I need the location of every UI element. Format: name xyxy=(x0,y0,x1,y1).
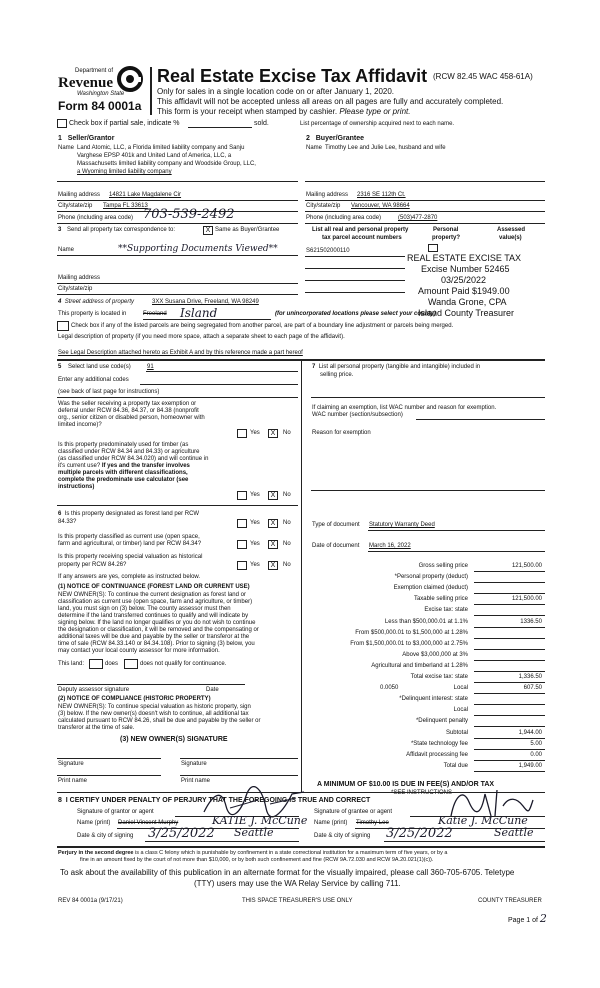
notice2-line1: NEW OWNER(S): To continue special valuation as historic property, sign xyxy=(58,704,251,710)
grantee-date-label: Date & city of signing xyxy=(314,833,371,839)
tax-row-label: Total excise tax: state xyxy=(410,674,468,680)
buyer-mailing-label: Mailing address xyxy=(306,192,349,198)
tax-row-value: 1,336.50 xyxy=(518,674,542,680)
seller-name-2: Varghese EPSP 401k and United Land of America, LLC, a xyxy=(77,153,232,159)
q2-line3: (as classified under RCW 84.34.020) and will continue in xyxy=(58,456,209,462)
grantor-date-value: 3/25/2022 xyxy=(148,826,215,841)
tax-row-label: Total due xyxy=(443,763,468,769)
land-use-value: 91 xyxy=(147,364,154,370)
section3-city-label: City/state/zip xyxy=(58,286,93,292)
rev-number: REV 84 0001a (9/17/21) xyxy=(58,898,123,904)
land-does-not-checkbox[interactable] xyxy=(124,659,138,669)
segregated-checkbox[interactable] xyxy=(57,321,69,331)
seller-name-4: a Wyoming limited liability company xyxy=(77,169,172,175)
tax-row-rule xyxy=(474,638,545,639)
notice1-heading: (1) NOTICE OF CONTINUANCE (FOREST LAND OR CURRENT USE) xyxy=(58,584,250,590)
same-as-buyer-checkbox[interactable]: X xyxy=(203,226,213,235)
dept-logo-text: Revenue xyxy=(58,75,113,91)
notice1-line3: land, you must sign on (3) below. The county assessor must then xyxy=(58,606,231,612)
grantee-date-value: 3/25/2022 xyxy=(386,826,453,841)
exemption-line1: If claiming an exemption, list WAC number and reason for exemption. xyxy=(312,405,497,411)
parcel-rule-1 xyxy=(305,256,405,257)
grantee-date-rule xyxy=(384,841,545,842)
land-use-label: 5 Select land use code(s) xyxy=(58,364,131,370)
see-back-rule xyxy=(57,397,298,398)
s6-q3-yes-checkbox[interactable] xyxy=(237,561,247,570)
tax-row-rule xyxy=(474,726,545,727)
legal-value: See Legal Description attached hereto as Exhibit A and by this reference made a part hereof xyxy=(58,350,303,356)
doc-date-label: Date of document xyxy=(312,543,360,549)
sig-grantor-label: Signature of grantor or agent xyxy=(77,809,154,815)
s6-q2b: farm and agricultural, or timber) land per RCW 84.34? xyxy=(58,541,202,547)
tax-row-rule xyxy=(474,771,545,772)
section3-name-label: Name xyxy=(58,247,75,253)
s6-q3b: property per RCW 84.26? xyxy=(58,562,127,568)
grantee-name-hand: Katie J. McCune xyxy=(438,814,528,827)
notice1-line1: NEW OWNER(S): To continue the current designation as forest land or xyxy=(58,592,246,598)
located-note: (for unincorporated locations please select your county) xyxy=(275,311,436,317)
tax-row-rule xyxy=(474,704,545,705)
q2-bold2: multiple parcels with different classifications, xyxy=(58,470,188,476)
section3-num: 3 xyxy=(58,227,62,233)
stamp-line2: Excise Number 52465 xyxy=(421,264,510,274)
page-number: Page 1 of 2 xyxy=(508,912,547,925)
seller-city-label: City/state/zip xyxy=(58,203,93,209)
q1-yes-checkbox[interactable] xyxy=(237,429,247,438)
footer-top-rule xyxy=(57,846,545,848)
tax-row-label: Affidavit processing fee xyxy=(406,752,468,758)
located-rule xyxy=(143,319,271,320)
tax-row-label: From $500,000.01 to $1,500,000 at 1.28% xyxy=(355,630,468,636)
buyer-heading: 2 Buyer/Grantee xyxy=(306,135,364,142)
tax-row-value: 121,500.00 xyxy=(511,563,542,569)
tax-row-label: *Personal property (deduct) xyxy=(394,574,468,580)
s6-q3a: Is this property receiving special valuation as historical xyxy=(58,554,203,560)
stamp-line6: Island County Treasurer xyxy=(418,308,515,318)
q2-yes-checkbox[interactable] xyxy=(237,491,247,500)
notice1-line4: determine if the land transferred continues to qualify and will indicate by xyxy=(58,613,249,619)
perjury-line1: Perjury in the second degree is a class C felony which is punishable by confinement in a state correctional institution for a maximum term of five years, or by a xyxy=(58,850,448,856)
doc-date-rule xyxy=(368,551,545,552)
buyer-city-rule xyxy=(305,211,545,212)
tax-row-label: Less than $500,000.01 at 1.1% xyxy=(384,619,468,625)
tax-row-label: Taxable selling price xyxy=(413,596,468,602)
personal-property-rule xyxy=(311,397,545,398)
tax-row-rule xyxy=(474,738,545,739)
parcels-col3: Assessed xyxy=(497,227,526,233)
owner-sig-label-2: Signature xyxy=(181,761,207,767)
notice1-line8: time of sale (RCW 84.33.140 or 84.34.108). Prior to signing (3) below, you xyxy=(58,641,255,647)
doc-type-rule xyxy=(368,530,545,531)
tax-row-label: *State technology fee xyxy=(410,741,468,747)
tax-row-value: 1336.50 xyxy=(520,619,542,625)
notice2-line3: calculated pursuant to RCW 84.26, shall be due and payable by the seller or xyxy=(58,718,261,724)
land-does-checkbox[interactable] xyxy=(89,659,103,669)
parcels-col1b: tax parcel account numbers xyxy=(322,235,402,241)
parcels-col1: List all real and personal property xyxy=(312,227,409,233)
buyer-city-value: Vancouver, WA 98664 xyxy=(351,203,410,209)
grantor-name-typed: Daniel Vincent Murphy xyxy=(118,820,179,826)
tax-row-rule xyxy=(474,760,545,761)
s6-q3-yes-label: Yes xyxy=(250,562,260,568)
local-rate: 0.0050 xyxy=(380,685,399,691)
seller-mailing-label: Mailing address xyxy=(58,192,101,198)
parcels-col2b: property? xyxy=(432,235,461,241)
parcels-col3b: value(s) xyxy=(499,235,522,241)
tax-row-rule xyxy=(474,627,545,628)
section7-line1: 7 List all personal property (tangible and intangible) included in xyxy=(312,364,481,370)
see-back-note: (see back of last page for instructions) xyxy=(58,389,160,395)
dept-line1: Department of xyxy=(75,68,114,74)
this-land-label: This land: xyxy=(58,661,85,667)
perjury-line2: fine in an amount fixed by the court of not more than $10,000, or by both such confinement and fine (RCW 9A.72.030 and RCW 9A.20.021(1)(c)). xyxy=(80,857,434,863)
tax-row-value: 121,500.00 xyxy=(511,596,542,602)
q1-line1: Was the seller receiving a property tax exemption or xyxy=(58,401,197,407)
stamp-line5: Wanda Grone, CPA xyxy=(428,297,507,307)
q1-no-checkbox[interactable]: X xyxy=(268,429,278,438)
q2-yes-label: Yes xyxy=(250,492,260,498)
partial-sale-label: Check box if partial sale, indicate % xyxy=(69,120,180,127)
q2-bold3: complete the predominate use calculator (see xyxy=(58,477,189,483)
seller-city-value: Tampa FL 33613 xyxy=(103,203,148,209)
buyer-name-label: Name xyxy=(306,145,323,151)
buyer-phone-label: Phone (including area code) xyxy=(306,215,382,221)
tax-row-value: 0.00 xyxy=(530,752,542,758)
if-any-yes: If any answers are yes, complete as instructed below. xyxy=(58,574,201,580)
s6-q1-no-checkbox[interactable]: X xyxy=(268,519,278,528)
land-does-label: does xyxy=(105,661,119,667)
section3-label: Send all property tax correspondence to: xyxy=(67,227,176,233)
grantor-city-value: Seattle xyxy=(234,826,274,839)
s6-q2-yes-checkbox[interactable] xyxy=(237,540,247,549)
s6-q2-no-checkbox[interactable]: X xyxy=(268,540,278,549)
deputy-sig-label: Deputy assessor signature xyxy=(58,687,130,693)
section7-line2: selling price. xyxy=(320,372,354,378)
owner-sig-rule-2 xyxy=(180,758,298,759)
sig-grantee-label: Signature of grantee or agent xyxy=(314,809,393,815)
tax-row-rule xyxy=(474,593,545,594)
s6-q1-no-label: No xyxy=(283,520,291,526)
seller-heading: 1 Seller/Grantor xyxy=(58,135,115,142)
s6-q3-no-checkbox[interactable]: X xyxy=(268,561,278,570)
notice1-line7: additional taxes will be due and payable by the seller or transferor at the xyxy=(58,634,250,640)
header-divider xyxy=(150,67,152,115)
parcel-rule-3 xyxy=(305,280,405,281)
parcels-col2: Personal xyxy=(433,227,459,233)
tax-row-value: 1,944.00 xyxy=(518,730,542,736)
tax-row-label: From $1,500,000.01 to $3,000,000 at 2.75% xyxy=(350,641,468,647)
tax-row-rule xyxy=(474,571,545,572)
header-line3: This form is your receipt when stamped by cashier. Please type or print. xyxy=(157,107,411,116)
same-as-buyer-label: Same as Buyer/Grantee xyxy=(215,227,280,233)
seller-name-1: Land Atomic, LLC, a Florida limited liability company and Sanju xyxy=(77,145,245,151)
s6-q1a: 6 Is this property designated as forest land per RCW xyxy=(58,511,200,517)
form-rcw: (RCW 82.45 WAC 458-61A) xyxy=(433,72,533,81)
tax-row-rule xyxy=(474,693,545,694)
q2-line4: it's current use? If yes and the transfer involves xyxy=(58,463,190,469)
street-value: 3XX Susana Drive, Freeland, WA 98249 xyxy=(152,299,259,305)
tax-row-rule xyxy=(474,649,545,650)
ownership-note: List percentage of ownership acquired next to each name. xyxy=(300,121,455,127)
stamp-line3: 03/25/2022 xyxy=(441,275,487,285)
grantee-name-typed: Timothy Lee xyxy=(356,820,389,826)
partial-sale-sold: sold. xyxy=(254,120,269,127)
deputy-date-label: Date xyxy=(206,687,219,693)
segregated-label: Check box if any of the listed parcels are being segregated from another parcel, are part of a boundary line adjustment or parcels being merged. xyxy=(71,323,454,329)
tax-row-value: 607.50 xyxy=(523,685,542,691)
minimum-fee-note: A MINIMUM OF $10.00 IS DUE IN FEE(S) AND/OR TAX xyxy=(317,781,495,788)
seller-phone-value: 703-539-2492 xyxy=(143,207,235,222)
buyer-phone-rule xyxy=(305,223,545,224)
q1-line2: deferral under RCW 84.36, 84.37, or 84.38 (nonprofit xyxy=(58,408,199,414)
parcel-number: S621502000110 xyxy=(306,248,350,254)
q2-no-label: No xyxy=(283,492,291,498)
header-line1: Only for sales in a single location code on or after January 1, 2020. xyxy=(157,87,395,96)
q1-line4: limited income)? xyxy=(58,422,102,428)
section3-name-rule xyxy=(57,255,298,256)
owner-sig-rule-1 xyxy=(57,758,161,759)
owner-print-rule-2 xyxy=(180,775,298,776)
tax-row-label: Exemption claimed (deduct) xyxy=(393,585,468,591)
doc-type-value: Statutory Warranty Deed xyxy=(369,522,435,528)
seller-mailing-rule xyxy=(57,200,298,201)
notice2-line2: (3) below. If the new owner(s) doesn't wish to continue, all additional tax xyxy=(58,711,249,717)
notice2-line4: transferor at the time of sale. xyxy=(58,725,135,731)
land-does-not-label: does not qualify for continuance. xyxy=(140,661,227,667)
q1-line3: org., senior citizen or disabled person, homeowner with xyxy=(58,415,205,421)
s6-q1-yes-label: Yes xyxy=(250,520,260,526)
reason-label: Reason for exemption xyxy=(312,430,371,436)
owner-print-label-1: Print name xyxy=(58,778,88,784)
street-label: 4 Street address of property xyxy=(58,299,135,305)
grantor-date-rule xyxy=(145,841,299,842)
buyer-phone-value: (503)477-2870 xyxy=(398,215,438,221)
dept-line3: Washington State xyxy=(77,91,125,97)
treasurer-use-only: THIS SPACE TREASURER'S USE ONLY xyxy=(242,898,353,904)
notice2-heading: (2) NOTICE OF COMPLIANCE (HISTORIC PROPERTY) xyxy=(58,696,211,702)
partial-sale-checkbox[interactable] xyxy=(57,119,67,128)
q2-no-checkbox[interactable]: X xyxy=(268,491,278,500)
grantee-name-label: Name (print) xyxy=(314,820,348,826)
header-line2: This affidavit will not be accepted unless all areas on all pages are fully and accurately completed. xyxy=(157,97,504,106)
tax-row-rule xyxy=(474,582,545,583)
tax-row-value: 1,949.00 xyxy=(518,763,542,769)
owner-sig-label-1: Signature xyxy=(58,761,84,767)
s6-q2a: Is this property classified as current use (open space, xyxy=(58,534,200,540)
buyer-name-rule xyxy=(305,181,545,182)
located-label: This property is located in xyxy=(58,311,127,317)
tax-row-rule xyxy=(474,604,545,605)
seller-phone-rule xyxy=(57,223,298,224)
owner-print-label-2: Print name xyxy=(181,778,211,784)
personal-property-checkbox[interactable] xyxy=(428,244,438,252)
land-use-rule xyxy=(146,371,298,372)
buyer-mailing-rule xyxy=(305,200,545,201)
tax-row-rule xyxy=(474,660,545,661)
certify-statement: 8 I CERTIFY UNDER PENALTY OF PERJURY THAT THE FOREGOING IS TRUE AND CORRECT xyxy=(58,797,371,804)
q1-yes-label: Yes xyxy=(250,430,260,436)
reason-rule xyxy=(311,490,545,491)
form-title: Real Estate Excise Tax Affidavit xyxy=(157,66,428,86)
seller-name-3: Massachusetts limited liability company and Woodside Group, LLC, xyxy=(77,161,256,167)
additional-codes-rule xyxy=(140,384,298,385)
notice1-line5: signing below. If the land no longer qualifies or you do not wish to continue xyxy=(58,620,256,626)
new-owner-sig-heading: (3) NEW OWNER(S) SIGNATURE xyxy=(120,736,228,743)
tax-row-label: Agricultural and timberland at 1.28% xyxy=(371,663,468,669)
s6-q3-no-label: No xyxy=(283,562,291,568)
legal-label: Legal description of property (if you need more space, attach a separate sheet to each page of the affidavit). xyxy=(58,334,345,340)
tax-row-label: Gross selling price xyxy=(418,563,468,569)
q2-line1: Is this property predominately used for timber (as xyxy=(58,442,189,448)
s6-q1b: 84.33? xyxy=(58,519,77,525)
notice1-line9: may contact your local county assessor for more information. xyxy=(58,648,220,654)
parcel-rule-2 xyxy=(305,268,405,269)
tax-row-label: Above $3,000,000 at 3% xyxy=(402,652,468,658)
stamp-line4: Amount Paid $1949.00 xyxy=(418,286,510,296)
section3-mailing-label: Mailing address xyxy=(58,275,101,281)
tax-row-label: Subtotal xyxy=(445,730,468,736)
additional-codes-label: Enter any additional codes xyxy=(58,377,129,383)
exemption-line2: WAC number (section/subsection) xyxy=(312,412,403,418)
s6-q2-no-label: No xyxy=(283,541,291,547)
seller-phone-label: Phone (including area code) xyxy=(58,215,134,221)
stamp-line1: REAL ESTATE EXCISE TAX xyxy=(407,253,522,263)
alt-format-line2: (TTY) users may use the WA Relay Service by calling 711. xyxy=(194,879,401,888)
county-treasurer-label: COUNTY TREASURER xyxy=(478,898,542,904)
q1-no-label: No xyxy=(283,430,291,436)
buyer-name-value: Timothy Lee and Julie Lee, husband and wife xyxy=(325,145,446,151)
form-number: Form 84 0001a xyxy=(58,99,142,113)
seller-name-rule xyxy=(57,181,298,182)
deputy-sig-rule xyxy=(57,684,245,685)
alt-format-line1: To ask about the availability of this publication in an alternate format for the visually impaired, please call 360-705-6705. Teletype xyxy=(60,868,515,877)
tax-row-value: 5.00 xyxy=(530,741,542,747)
notice1-line2: classification as current use (open space, farm and agriculture, or timber) xyxy=(58,599,253,605)
wac-rule xyxy=(416,419,545,420)
notice1-line6: the designation or classification, it will be removed and the compensating or xyxy=(58,627,259,633)
seller-mailing-value: 14821 Lake Magdalene Cir xyxy=(109,192,182,198)
buyer-city-label: City/state/zip xyxy=(306,203,341,209)
tax-row-label: Local xyxy=(453,685,468,691)
tax-row-label: Excise tax: state xyxy=(424,607,468,613)
located-struck: Freeland xyxy=(143,311,167,317)
tax-row-label: Local xyxy=(453,707,468,713)
tax-row-rule xyxy=(474,671,545,672)
tax-row-rule xyxy=(474,682,545,683)
buyer-mailing-value: 2316 SE 112th Ct. xyxy=(357,192,406,198)
doc-date-value: March 16, 2022 xyxy=(369,543,411,549)
grantor-name-hand: KATIE J. McCune xyxy=(212,814,308,827)
seller-name-label: Name xyxy=(58,145,75,151)
revenue-logo-icon xyxy=(117,66,143,92)
tax-row-label: *Delinquent interest: state xyxy=(399,696,468,702)
s6-q2-yes-label: Yes xyxy=(250,541,260,547)
see-instructions: *SEE INSTRUCTIONS xyxy=(391,790,453,796)
supporting-docs-note: **Supporting Documents Viewed** xyxy=(118,244,278,254)
q2-bold4: instructions) xyxy=(58,484,95,490)
parcel-rule-4 xyxy=(305,292,405,293)
tax-row-label: *Delinquent penalty xyxy=(415,718,468,724)
owner-print-rule-1 xyxy=(57,775,161,776)
tax-row-rule xyxy=(474,749,545,750)
tax-row-rule xyxy=(474,615,545,616)
grantor-date-label: Date & city of signing xyxy=(77,833,134,839)
q2-line2: classified under RCW 84.34 and 84.33) or agriculture xyxy=(58,449,200,455)
doc-type-label: Type of document xyxy=(312,522,360,528)
tax-row-rule xyxy=(474,715,545,716)
grantee-city-value: Seattle xyxy=(494,826,534,839)
section5-bottom-rule xyxy=(57,505,298,506)
s6-q1-yes-checkbox[interactable] xyxy=(237,519,247,528)
section3-mailing-rule xyxy=(57,283,298,284)
partial-sale-blank[interactable] xyxy=(188,127,252,128)
section3-city-rule xyxy=(57,294,298,295)
located-value: Island xyxy=(180,306,218,320)
grantor-name-label: Name (print) xyxy=(77,820,111,826)
